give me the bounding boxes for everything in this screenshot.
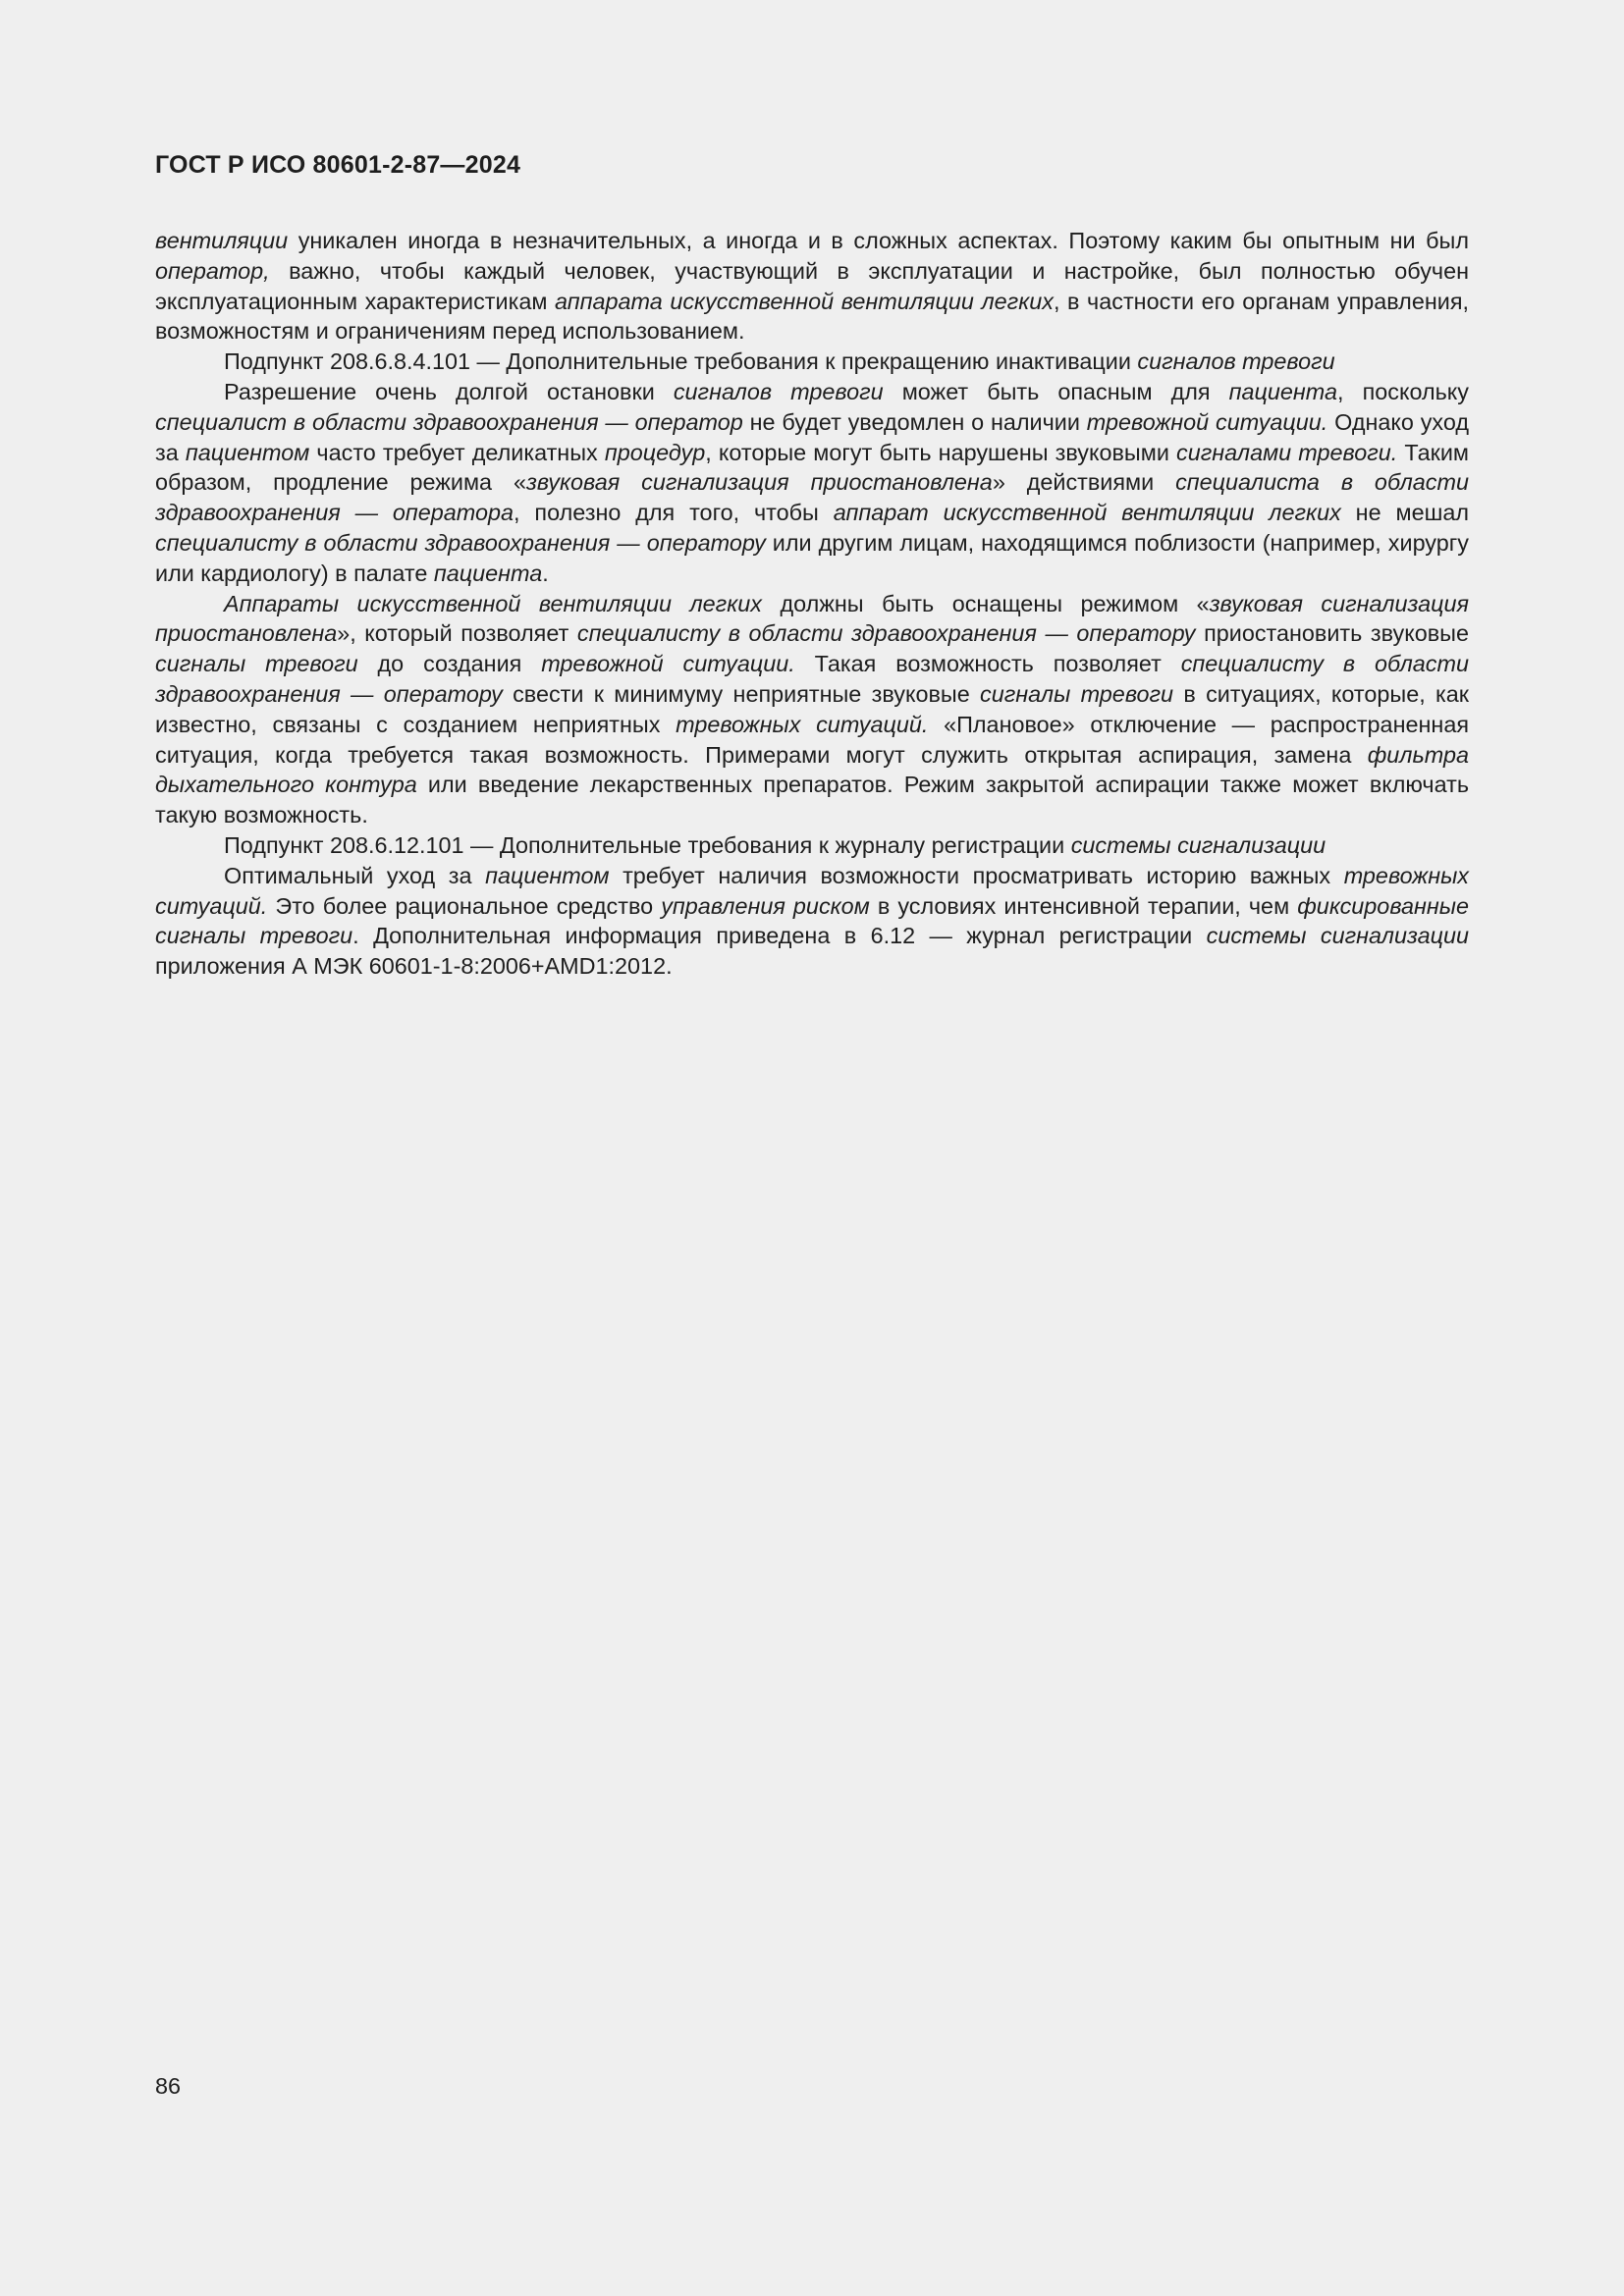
text-segment: , поскольку [1337, 378, 1469, 404]
body-paragraph [155, 830, 1469, 861]
italic-term: сигналов тревоги [673, 378, 884, 404]
text-segment: приложения А МЭК 60601-1-8:2006+AMD1:2012. [155, 953, 673, 980]
text-segment: , в частности его органам управления, возможностям и ограничениям перед использованием. [155, 288, 1469, 345]
italic-term: специалисту в области здравоохранения — оператору [155, 651, 1470, 707]
text-segment: Оптимальный уход за [224, 862, 486, 888]
text-segment: может быть опасным для [883, 378, 1229, 404]
text-segment: Таким образом, продление режима « [155, 439, 1470, 496]
italic-term: сигналами тревоги. [1176, 439, 1398, 465]
italic-term: специалиста в области здравоохранения — оператора [155, 469, 1469, 526]
italic-term: фильтра дыхательного контура [155, 741, 1469, 798]
text-segment: . Дополнительная информация приведена в 6.12 — журнал регистрации [352, 923, 1207, 949]
text-segment: Подпункт 208.6.8.4.101 — Дополнительные требования к прекращению инактивации [224, 348, 1138, 375]
italic-term: пациентом [185, 439, 310, 465]
italic-term: аппарат искусственной вентиляции легких [833, 500, 1341, 526]
italic-term: звуковая сигнализация приостановлена [155, 590, 1469, 647]
text-segment: или введение лекарственных препаратов. Режим закрытой аспирации также может включать такую возможность. [155, 772, 1470, 828]
italic-term: тревожной ситуации. [541, 651, 795, 677]
text-segment: до создания [357, 651, 542, 677]
italic-term: управления риском [661, 892, 870, 919]
text-segment: Разрешение очень долгой остановки [224, 378, 674, 404]
body-paragraph [155, 861, 1469, 982]
italic-term: тревожных ситуаций. [155, 862, 1470, 919]
text-segment: свести к минимуму неприятные звуковые [502, 680, 981, 707]
body-paragraph [155, 226, 1469, 347]
text-segment: , полезно для того, чтобы [514, 500, 834, 526]
text-segment: важно, чтобы каждый человек, участвующий в эксплуатации и настройке, был полностью обучен эксплуатационным характеристикам [155, 257, 1469, 314]
text-segment: не мешал [1340, 500, 1470, 526]
italic-term: тревожных ситуаций. [676, 711, 929, 737]
italic-term: системы сигнализации [1070, 831, 1326, 858]
italic-term: пациента [1228, 378, 1338, 404]
italic-term: аппарата искусственной вентиляции легких [555, 288, 1054, 314]
text-segment: требует наличия возможности просматривать историю важных [609, 862, 1344, 888]
body-paragraph [155, 589, 1469, 830]
text-segment: », который позволяет [337, 620, 577, 647]
text-segment: Такая возможность позволяет [794, 651, 1181, 677]
italic-term: Аппараты искусственной вентиляции легких [224, 590, 762, 616]
italic-term: пациента [433, 560, 543, 586]
text-segment: или другим лицам, находящимся поблизости (например, хирургу или кардиологу) в палате [155, 529, 1469, 586]
document-header: ГОСТ Р ИСО 80601-2-87—2024 [155, 151, 521, 179]
text-segment: . [542, 560, 549, 586]
italic-term: процедур [604, 439, 706, 465]
text-segment: Это более рациональное средство [267, 892, 662, 919]
text-segment: приостановить звуковые [1195, 620, 1469, 647]
text-segment: не будет уведомлен о наличии [742, 408, 1087, 435]
text-segment: в условиях интенсивной терапии, чем [869, 892, 1298, 919]
text-segment: уникален иногда в незначительных, а иногда и в сложных аспектах. Поэтому каким бы опытным ни был [288, 228, 1469, 253]
document-body [155, 226, 1469, 982]
italic-term: фиксированные сигналы тревоги [155, 892, 1469, 949]
text-segment: » действиями [992, 469, 1176, 496]
page-number: 86 [155, 2073, 182, 2099]
italic-term: сигналов тревоги [1137, 348, 1335, 375]
italic-term: системы сигнализации [1206, 923, 1469, 949]
text-segment: Подпункт 208.6.12.101 — Дополнительные требования к журналу регистрации [224, 831, 1071, 858]
italic-term: сигналы тревоги [980, 680, 1174, 707]
body-paragraph [155, 377, 1469, 589]
text-segment: в ситуациях, которые, как известно, связаны с созданием неприятных [155, 680, 1469, 737]
text-segment: часто требует деликатных [309, 439, 605, 465]
italic-term: специалисту в области здравоохранения — оператору [576, 620, 1196, 647]
italic-term: специалисту в области здравоохранения — оператору [155, 529, 766, 556]
italic-term: тревожной ситуации. [1086, 408, 1328, 435]
italic-term: вентиляции [155, 228, 289, 253]
text-segment: должны быть оснащены режимом « [761, 590, 1210, 616]
italic-term: специалист в области здравоохранения — оператор [155, 408, 743, 435]
text-segment: «Плановое» отключение — распространенная ситуация, когда требуется такая возможность. Примерами могут служить открытая аспирация, замена [155, 711, 1470, 768]
text-segment: Однако уход за [155, 408, 1470, 465]
italic-term: оператор, [155, 257, 270, 284]
italic-term: сигналы тревоги [155, 651, 358, 677]
italic-term: звуковая сигнализация приостановлена [525, 469, 993, 496]
text-segment: , которые могут быть нарушены звуковыми [705, 439, 1177, 465]
italic-term: пациентом [485, 862, 610, 888]
body-paragraph [155, 347, 1469, 377]
